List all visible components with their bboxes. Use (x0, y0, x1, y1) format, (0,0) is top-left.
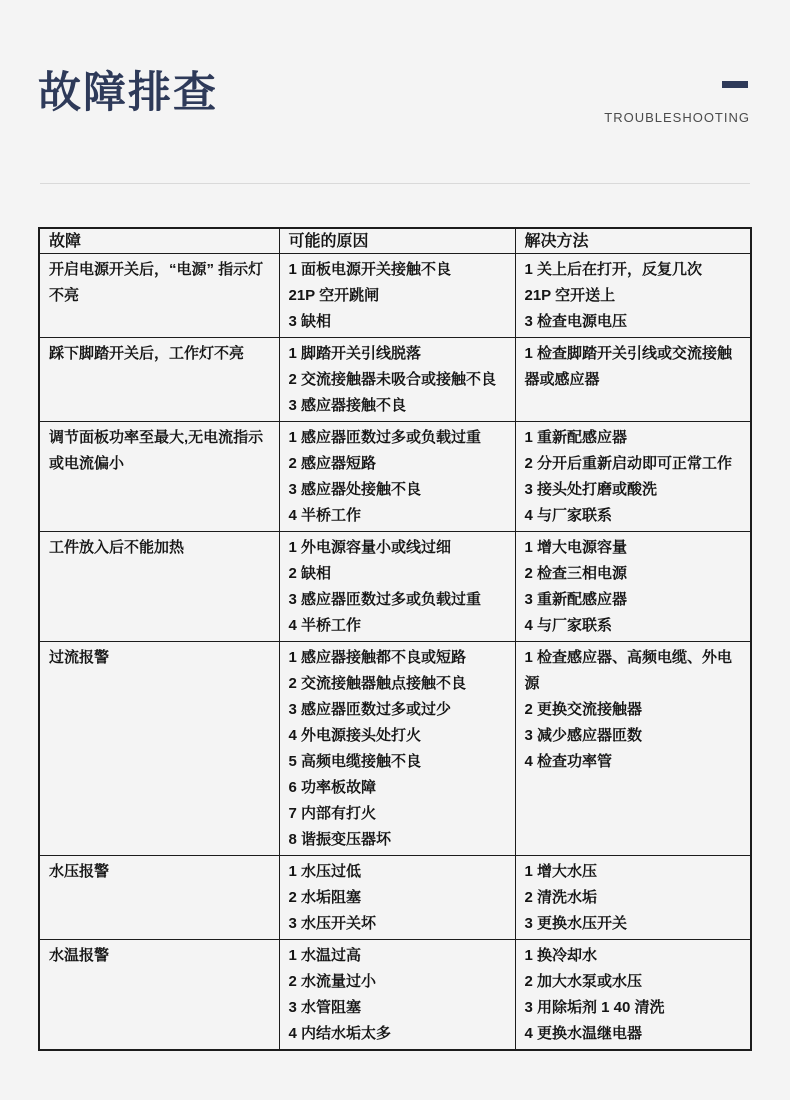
solution-item: 3 重新配感应器 (524, 591, 628, 608)
fault-cell (39, 642, 279, 856)
cause-cell (279, 856, 515, 940)
solution-item: 2 加大水泵或水压 (524, 973, 643, 990)
solution-item: 2 分开后重新启动即可正常工作 (524, 455, 733, 472)
cause-item: 1 水压过低 (288, 863, 362, 880)
column-header-cause: 可能的原因 (279, 228, 515, 254)
cause-item: 1 水温过高 (288, 947, 362, 964)
cause-item: 3 感应器匝数过多或负载过重 (288, 591, 482, 608)
solution-item: 3 检查电源电压 (524, 313, 628, 330)
cause-cell (279, 642, 515, 856)
solution-item: 3 接头处打磨或酸洗 (524, 481, 658, 498)
solution-item: 1 增大电源容量 (524, 539, 628, 556)
fault-text: 水温报警 (49, 947, 110, 964)
solution-item: 2 清洗水垢 (524, 889, 598, 906)
accent-dash-icon (722, 81, 748, 88)
fault-cell (39, 338, 279, 422)
solution-item: 4 与厂家联系 (524, 507, 613, 524)
solution-item: 1 关上后在打开，反复几次 (524, 261, 703, 278)
fault-text: 水压报警 (49, 863, 110, 880)
table-row (39, 940, 751, 1051)
cause-item: 4 内结水垢太多 (288, 1025, 392, 1042)
cause-item: 5 高频电缆接触不良 (288, 753, 422, 770)
cause-item: 1 感应器接触都不良或短路 (288, 649, 467, 666)
table-row (39, 422, 751, 532)
solution-cell (515, 856, 751, 940)
cause-item: 3 水管阻塞 (288, 999, 362, 1016)
cause-cell (279, 532, 515, 642)
cause-item: 1 感应器匝数过多或负载过重 (288, 429, 482, 446)
solution-cell (515, 532, 751, 642)
table-row (39, 856, 751, 940)
cause-item: 7 内部有打火 (288, 805, 377, 822)
cause-item: 2 交流接触器触点接触不良 (288, 675, 467, 692)
column-header-solution: 解决方法 (515, 228, 751, 254)
cause-item: 2 缺相 (288, 565, 332, 582)
fault-cell (39, 254, 279, 338)
cause-cell (279, 940, 515, 1051)
cause-item: 4 半桥工作 (288, 507, 362, 524)
solution-item: 1 检查脚踏开关引线或交流接触器或感应器 (524, 345, 733, 388)
cause-cell (279, 254, 515, 338)
solution-cell (515, 422, 751, 532)
solution-item: 2 检查三相电源 (524, 565, 628, 582)
cause-item: 4 外电源接头处打火 (288, 727, 422, 744)
solution-item: 4 更换水温继电器 (524, 1025, 643, 1042)
solution-cell (515, 940, 751, 1051)
table-header-row (39, 228, 751, 254)
cause-item: 2 水流量过小 (288, 973, 377, 990)
fault-text: 开启电源开关后，“电源” 指示灯不亮 (49, 261, 264, 304)
solution-item: 3 减少感应器匝数 (524, 727, 643, 744)
table-row (39, 338, 751, 422)
cause-item: 3 感应器处接触不良 (288, 481, 422, 498)
cause-cell (279, 422, 515, 532)
cause-item: 1 外电源容量小或线过细 (288, 539, 452, 556)
cause-item: 4 半桥工作 (288, 617, 362, 634)
fault-cell (39, 940, 279, 1051)
table-row (39, 254, 751, 338)
section-divider (40, 183, 750, 184)
cause-item: 3 缺相 (288, 313, 332, 330)
cause-item: 21P 空开跳闸 (288, 287, 380, 304)
table-row (39, 642, 751, 856)
troubleshooting-table (38, 227, 752, 1051)
fault-cell (39, 532, 279, 642)
cause-item: 2 感应器短路 (288, 455, 377, 472)
solution-item: 1 换冷却水 (524, 947, 598, 964)
cause-item: 2 水垢阻塞 (288, 889, 362, 906)
cause-item: 3 感应器匝数过多或过少 (288, 701, 452, 718)
page-title: 故障排查 (38, 69, 218, 117)
solution-item: 2 更换交流接触器 (524, 701, 643, 718)
column-header-fault: 故障 (39, 228, 279, 254)
solution-cell (515, 642, 751, 856)
cause-item: 3 水压开关坏 (288, 915, 377, 932)
cause-cell (279, 338, 515, 422)
fault-text: 踩下脚踏开关后，工作灯不亮 (49, 345, 245, 362)
cause-item: 3 感应器接触不良 (288, 397, 407, 414)
cause-item: 2 交流接触器未吸合或接触不良 (288, 371, 497, 388)
solution-item: 1 重新配感应器 (524, 429, 628, 446)
fault-text: 调节面板功率至最大,无电流指示或电流偏小 (49, 429, 264, 472)
solution-cell (515, 254, 751, 338)
page-subtitle: TROUBLESHOOTING (604, 110, 750, 125)
solution-item: 3 更换水压开关 (524, 915, 628, 932)
table-row (39, 532, 751, 642)
solution-item: 21P 空开送上 (524, 287, 616, 304)
cause-item: 8 谐振变压器坏 (288, 831, 392, 848)
solution-item: 1 检查感应器、高频电缆、外电源 (524, 649, 733, 692)
cause-item: 6 功率板故障 (288, 779, 377, 796)
cause-item: 1 脚踏开关引线脱落 (288, 345, 422, 362)
fault-text: 工件放入后不能加热 (49, 539, 185, 556)
solution-item: 1 增大水压 (524, 863, 598, 880)
solution-cell (515, 338, 751, 422)
fault-text: 过流报警 (49, 649, 110, 666)
solution-item: 4 检查功率管 (524, 753, 613, 770)
solution-item: 4 与厂家联系 (524, 617, 613, 634)
solution-item: 3 用除垢剂 1 40 清洗 (524, 999, 665, 1016)
cause-item: 1 面板电源开关接触不良 (288, 261, 452, 278)
fault-cell (39, 856, 279, 940)
fault-cell (39, 422, 279, 532)
